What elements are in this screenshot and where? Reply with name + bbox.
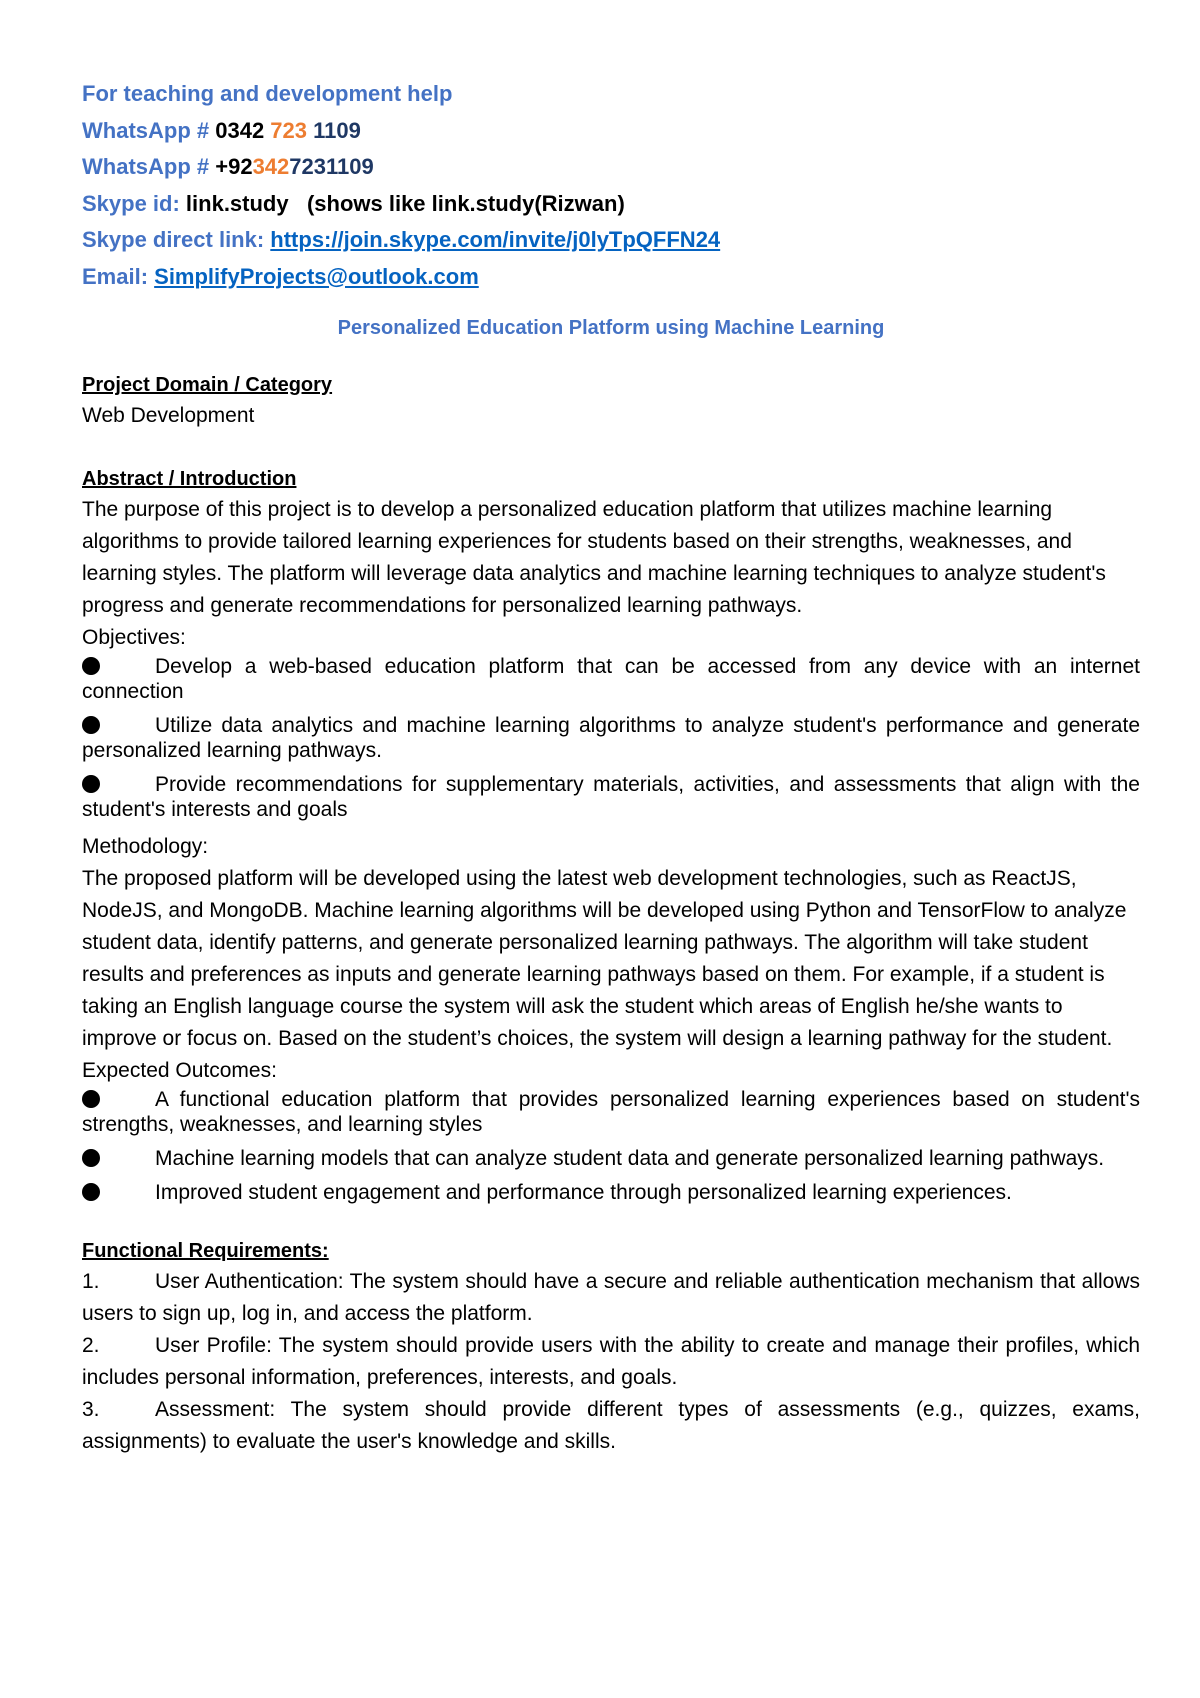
- whatsapp2-part2: 342: [252, 154, 290, 179]
- document-page: [82, 76, 1140, 1458]
- whatsapp2-part3: 7231109: [289, 154, 374, 179]
- bullet-icon: [82, 772, 155, 797]
- abstract-paragraph: The purpose of this project is to develop a personalized education platform that utilizes machine learning algorithms to provide tailored learning experiences for students based on their strengths, weaknesses, and learning styles. The platform will leverage data analytics and machine learning techniques to analyze student's progress and generate recommendations for personalized learning pathways.: [82, 498, 1106, 617]
- skype-id-value: link.study (shows like link.study(Rizwan): [185, 190, 625, 216]
- whatsapp1-part3: 1109: [307, 117, 361, 143]
- help-line: For teaching and development help: [82, 81, 453, 106]
- spacer: [82, 432, 1140, 464]
- requirement-number: 1.: [82, 1270, 100, 1293]
- requirement-text: User Profile: The system should provide users with the ability to create and manage their profiles, which includes personal information, preferences, interests, and goals.: [82, 1334, 1140, 1389]
- requirement-number: 2.: [82, 1334, 100, 1357]
- requirement-item: [82, 1330, 1140, 1394]
- domain-heading: Project Domain / Category: [82, 374, 333, 396]
- email-label: Email:: [82, 263, 155, 289]
- methodology-label: Methodology:: [82, 835, 209, 858]
- whatsapp-label: WhatsApp #: [82, 117, 216, 143]
- methodology-paragraph: The proposed platform will be developed using the latest web development technologies, such as ReactJS, NodeJS, and MongoDB. Machine learning algorithms will be developed using Python and TensorFlow to analyze student data, identify patterns, and generate personalized learning pathways. The algorithm will take student results and preferences as inputs and generate learning pathways based on them. For example, if a student is taking an English language course the system will ask the student which areas of English he/she wants to improve or focus on. Based on the student’s choices, the system will design a learning pathway for the student.: [82, 867, 1127, 1050]
- bullet-icon: [82, 654, 155, 679]
- outcome-item: [82, 1180, 1140, 1205]
- email-line: [82, 259, 1140, 296]
- email-link[interactable]: SimplifyProjects@outlook.com: [154, 263, 479, 289]
- requirement-text: Assessment: The system should provide different types of assessments (e.g., quizzes, exams, assignments) to evaluate the user's knowledge and skills.: [82, 1398, 1140, 1453]
- outcome-text: Improved student engagement and performance through personalized learning experiences.: [155, 1181, 1012, 1204]
- outcome-text: Machine learning models that can analyze student data and generate personalized learning pathways.: [155, 1147, 1105, 1170]
- contact-block: [82, 76, 1140, 295]
- outcome-item: [82, 1146, 1140, 1171]
- requirement-item: [82, 1394, 1140, 1458]
- whatsapp1-part1: 0342: [215, 117, 271, 143]
- domain-value: Web Development: [82, 404, 255, 427]
- whatsapp1-part2: 723: [270, 117, 308, 143]
- skype-direct-link[interactable]: https://join.skype.com/invite/j0lyTpQFFN24: [270, 227, 721, 252]
- objective-item: [82, 654, 1140, 704]
- objectives-label: Objectives:: [82, 626, 186, 649]
- whatsapp-line-1: [82, 113, 1140, 150]
- spacer: [82, 1214, 1140, 1236]
- skype-id-line: [82, 186, 1140, 223]
- abstract-heading: Abstract / Introduction: [82, 468, 297, 490]
- bullet-icon: [82, 1087, 155, 1112]
- objective-item: [82, 772, 1140, 822]
- objective-text: Provide recommendations for supplementary materials, activities, and assessments that align with the student's interests and goals: [82, 773, 1140, 821]
- skype-id-label: Skype id:: [82, 190, 186, 216]
- outcome-item: [82, 1087, 1140, 1137]
- outcomes-label: Expected Outcomes:: [82, 1059, 277, 1082]
- objective-text: Develop a web-based education platform that can be accessed from any device with an internet connection: [82, 655, 1140, 703]
- whatsapp-label-2: WhatsApp #: [82, 154, 216, 179]
- outcome-text: A functional education platform that provides personalized learning experiences based on student's strengths, weaknesses, and learning styles: [82, 1088, 1140, 1136]
- objective-item: [82, 713, 1140, 763]
- document-title: Personalized Education Platform using Machine Learning: [337, 317, 885, 339]
- whatsapp2-part1: +92: [215, 154, 253, 179]
- requirement-text: User Authentication: The system should have a secure and reliable authentication mechanism that allows users to sign up, log in, and access the platform.: [82, 1270, 1140, 1325]
- whatsapp-line-2: [82, 149, 1140, 186]
- skype-link-label: Skype direct link:: [82, 227, 271, 252]
- bullet-icon: [82, 713, 155, 738]
- skype-link-line: [82, 222, 1140, 259]
- objective-text: Utilize data analytics and machine learning algorithms to analyze student's performance and generate personalized learning pathways.: [82, 714, 1140, 762]
- bullet-icon: [82, 1180, 155, 1205]
- requirement-number: 3.: [82, 1398, 100, 1421]
- functional-heading: Functional Requirements:: [82, 1240, 329, 1262]
- requirement-item: [82, 1266, 1140, 1330]
- bullet-icon: [82, 1146, 155, 1171]
